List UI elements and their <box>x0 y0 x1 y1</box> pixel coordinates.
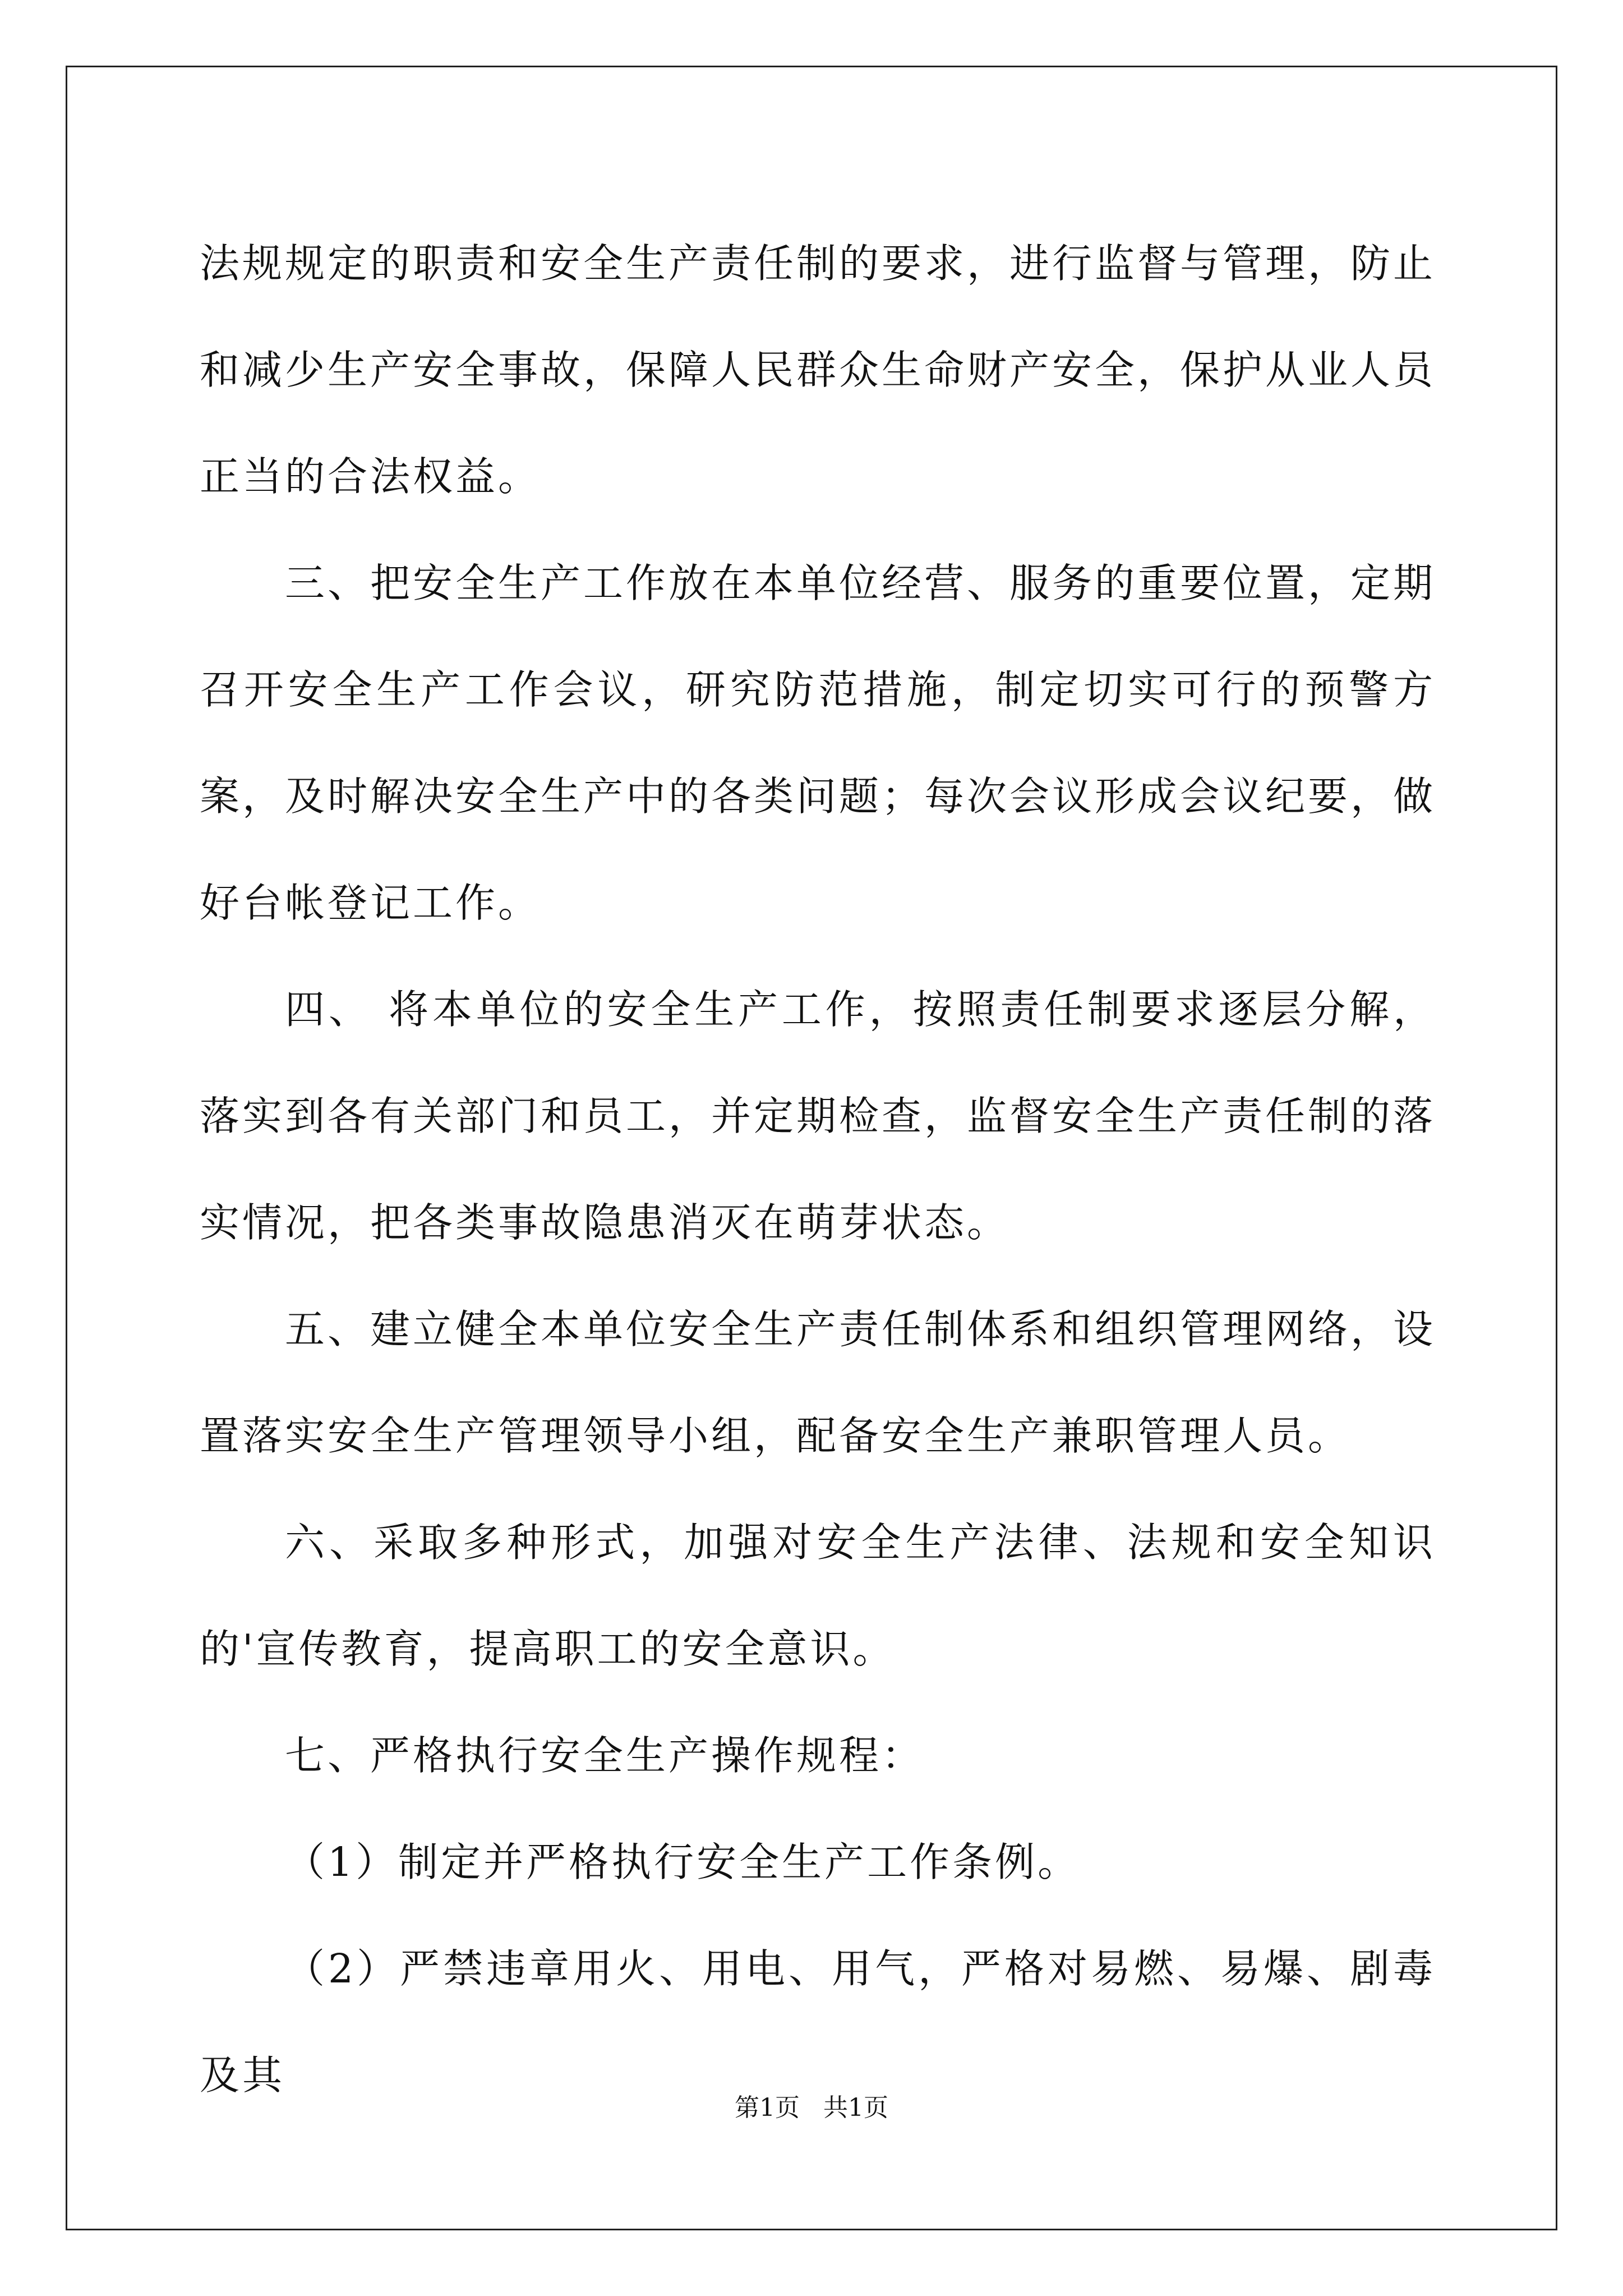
paragraph-subitem-1: （1）制定并严格执行安全生产工作条例。 <box>285 1839 1081 1885</box>
paragraph-continuation: 法规规定的职责和安全生产责任制的要求，进行监督与管理，防止和减少生产安全事故，保障人民群众生命财产安全，保护从业人员正当的合法权益。 <box>200 240 1436 500</box>
paragraph-item-3: 三、把安全生产工作放在本单位经营、服务的重要位置，定期召开安全生产工作会议，研究防范措施，制定切实可行的预警方案，及时解决安全生产中的各类问题；每次会议形成会议纪要，做好台帐登记工作。 <box>200 560 1436 926</box>
paragraph-item-6: 六、采取多种形式，加强对安全生产法律、法规和安全知识的'宣传教育，提高职工的安全意识。 <box>200 1519 1436 1672</box>
page-number-footer: 第1页 共1页 <box>735 2093 888 2122</box>
document-body <box>200 210 1436 2129</box>
paragraph-item-7: 七、严格执行安全生产操作规程： <box>285 1732 925 1779</box>
paragraph-item-4: 四、 将本单位的安全生产工作，按照责任制要求逐层分解，落实到各有关部门和员工，并定期检查，监督安全生产责任制的落实情况，把各类事故隐患消灭在萌芽状态。 <box>200 986 1436 1246</box>
paragraph-subitem-2: （2）严禁违章用火、用电、用气，严格对易燃、易爆、剧毒及其 <box>200 1945 1436 2099</box>
paragraph-item-5: 五、建立健全本单位安全生产责任制体系和组织管理网络，设置落实安全生产管理领导小组，配备安全生产兼职管理人员。 <box>200 1306 1436 1459</box>
